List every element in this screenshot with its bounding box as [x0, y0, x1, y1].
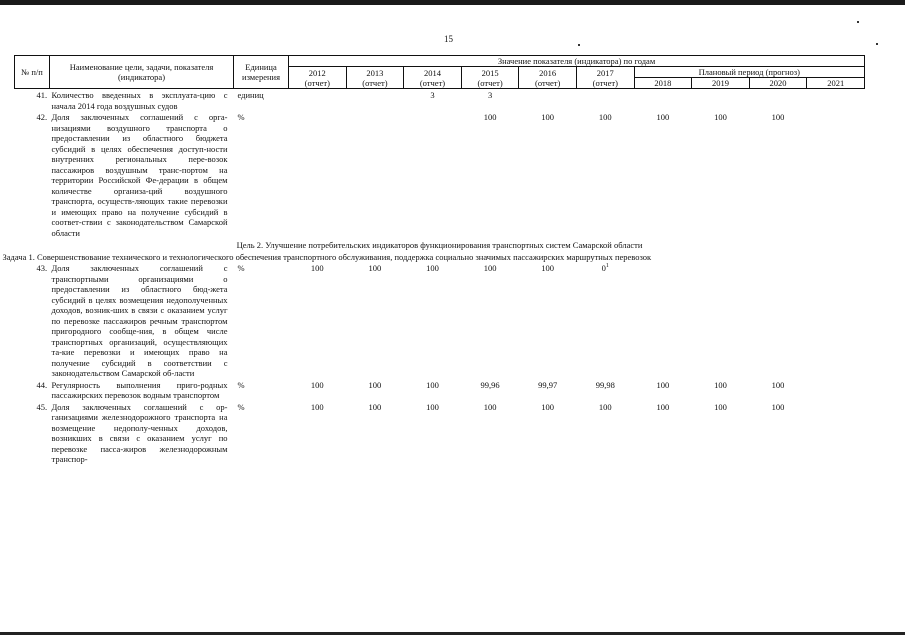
- row-value: 100: [656, 379, 670, 390]
- row-value: 100: [483, 401, 497, 412]
- header-num: № п/п: [15, 56, 50, 89]
- footnote-marker: 1: [605, 263, 609, 270]
- row-value: [749, 89, 807, 112]
- task-heading: Задача 1. Совершенствование технического и технологического обеспечения транспортного обслуживания, поддержка социально значимых пассажирских маршрутных перевозок: [2, 251, 652, 262]
- row-value: 100: [368, 379, 382, 390]
- header-year-report: 2012 (отчет): [289, 67, 347, 89]
- row-value: 100: [426, 401, 439, 412]
- table-header: [15, 56, 865, 89]
- header-year-report: 2017 (отчет): [576, 67, 634, 89]
- header-year-plan: 2019: [692, 78, 750, 89]
- goal-heading: Цель 2. Улучшение потребительских индикаторов функционирования транспортных систем Самарской области: [236, 240, 643, 250]
- row-value: 100: [541, 263, 555, 273]
- scan-top-edge: [0, 0, 905, 5]
- row-name: Доля заключенных соглашений с орга-низациями воздушного транспорта о предоставлении из областного бюджета субсидий в целях обеспечения доступ-ности внутренних региональных пере-возок пассажиров воздушным транс-портом на территории Российской Фе-дерации в общем количестве организа-ций воздушного транспорта, осуществ-ляющих такие перевозки и имеющих право на получение субсидий в соответ-ствии с законодательством Самарской области: [51, 112, 228, 238]
- header-name: Наименование цели, задачи, показателя (индикатора): [50, 56, 234, 89]
- row-value: 100: [368, 401, 382, 412]
- header-unit: Единица измерения: [234, 56, 289, 89]
- row-value: 99,97: [538, 379, 558, 390]
- page-number: 15: [444, 34, 453, 44]
- task-heading-cell: [2, 251, 865, 263]
- row-value: [346, 89, 404, 112]
- header-year-plan: 2018: [634, 78, 692, 89]
- row-value: 100: [598, 112, 612, 122]
- row-value: 100: [483, 112, 497, 122]
- row-number: 43.: [36, 263, 48, 273]
- row-value: [749, 262, 807, 379]
- row-unit: единиц: [237, 90, 264, 100]
- row-value: 100: [426, 379, 439, 390]
- row-value: 100: [656, 112, 670, 122]
- row-value: [807, 401, 865, 465]
- row-name: Количество введенных в эксплуата-цию с начала 2014 года воздушных судов: [51, 90, 228, 111]
- row-value: 100: [714, 379, 727, 390]
- row-unit: %: [237, 263, 245, 273]
- row-value: [576, 89, 634, 112]
- table-row: [15, 89, 865, 112]
- scan-speck: [876, 43, 878, 45]
- row-value: [692, 262, 750, 379]
- row-value: [404, 111, 462, 238]
- header-year-plan: 2021: [807, 78, 865, 89]
- row-unit: %: [237, 379, 245, 390]
- scan-bottom-edge: [0, 632, 905, 635]
- table-row: [15, 262, 865, 379]
- table-row: [15, 401, 865, 465]
- row-value: 100: [771, 401, 785, 412]
- row-value: [289, 111, 347, 238]
- row-number: 44.: [36, 379, 48, 390]
- row-value: [807, 262, 865, 379]
- row-value: 100: [771, 379, 785, 390]
- row-value: 99,96: [480, 379, 500, 390]
- row-value: [634, 89, 692, 112]
- header-year-report: 2015 (отчет): [461, 67, 519, 89]
- row-value: 100: [368, 263, 382, 273]
- row-value: [519, 89, 577, 112]
- row-unit: %: [237, 401, 245, 412]
- header-year-plan: 2020: [749, 78, 807, 89]
- row-value: [807, 111, 865, 238]
- row-number: 42.: [36, 112, 48, 122]
- row-value: 100: [310, 401, 324, 412]
- indicator-table: [2, 55, 865, 465]
- scan-speck: [578, 44, 580, 46]
- row-name: Регулярность выполнения приго-родных пассажирских перевозок водным транспортом: [51, 379, 228, 400]
- task-row: [15, 251, 865, 263]
- row-value: 3: [487, 90, 493, 100]
- row-value: 100: [426, 263, 439, 273]
- header-year-report: 2016 (отчет): [519, 67, 577, 89]
- row-value: 100: [656, 401, 670, 412]
- row-value: [346, 111, 404, 238]
- table-row: [15, 379, 865, 401]
- row-value: 99,98: [595, 379, 615, 390]
- row-value: [634, 262, 692, 379]
- row-value: 100: [541, 112, 555, 122]
- row-number: 41.: [36, 90, 48, 100]
- row-unit: %: [237, 112, 245, 122]
- row-value: 3: [430, 90, 435, 100]
- row-value: 100: [310, 263, 324, 273]
- header-year-report: 2013 (отчет): [346, 67, 404, 89]
- header-year-report: 2014 (отчет): [404, 67, 462, 89]
- goal-row: [15, 238, 865, 251]
- row-value: 100: [714, 401, 727, 412]
- row-value: 100: [598, 401, 612, 412]
- row-value: 100: [771, 112, 785, 122]
- row-value: [289, 89, 347, 112]
- row-value-with-footnote: $0^1$: [601, 263, 609, 273]
- row-name: Доля заключенных соглашений с ор-ганизациями железнодорожного транспорта на возмещение недополу-ченных доходов, возникших в связи с оказанием услуг по перевозке пасса-жиров железнодорожным транспор-: [51, 401, 228, 464]
- row-value: 100: [483, 263, 497, 273]
- row-value: 100: [310, 379, 324, 390]
- table-row: [15, 111, 865, 238]
- row-value: 100: [714, 112, 727, 122]
- row-number: 45.: [36, 401, 48, 412]
- scan-speck: [857, 21, 859, 23]
- header-values: Значение показателя (индикатора) по годам: [289, 56, 865, 67]
- row-value: [692, 89, 750, 112]
- row-name: Доля заключенных соглашений с транспортными организациями о предоставлении из областного бюд-жета субсидий в целях возмещения недополученных доходов, возник-ших в связи с оказанием услуг по перевозке пассажиров речным транспортом пригородного сообще-ния, в общем числе транспортных организаций, осуществляющих та-кие перевозки и имеющих право на получение субсидий в соответствии с законодательством Самарской об-ласти: [51, 263, 228, 378]
- row-value: 100: [541, 401, 555, 412]
- header-plan-period: Плановый период (прогноз): [634, 67, 864, 78]
- row-value: [807, 379, 865, 401]
- row-value: [807, 89, 865, 112]
